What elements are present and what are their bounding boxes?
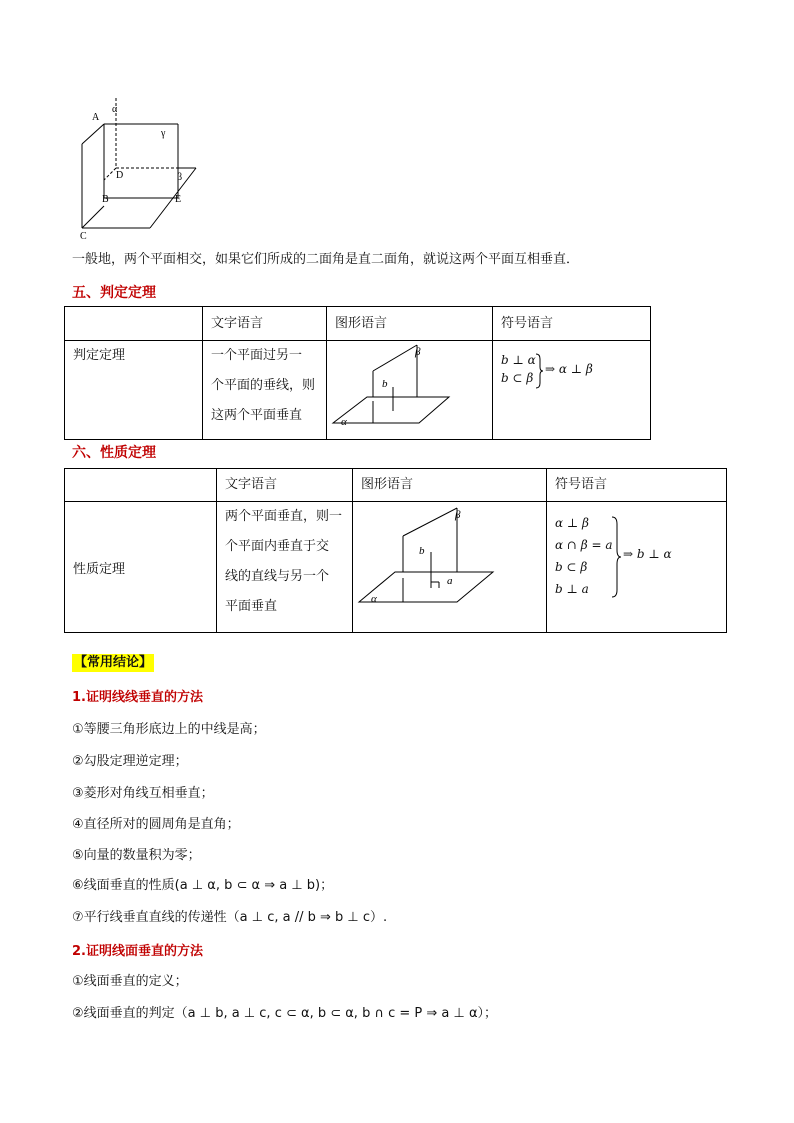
s6-figure	[353, 502, 545, 628]
label-B: B	[102, 194, 109, 205]
label-E: E	[175, 194, 182, 205]
conclusions-badge: 【常用结论】	[74, 655, 153, 670]
s6-sym-line2: α ∩ β = a	[555, 538, 613, 552]
s6-sym-line4: b ⊥ a	[555, 582, 589, 596]
label-C: C	[80, 231, 87, 242]
conclusion-item: ⑦平行线垂直直线的传递性（a ⊥ c, a // b ⇒ b ⊥ c）.	[72, 910, 388, 925]
s6-text-cell	[217, 502, 353, 633]
section6-table	[64, 468, 727, 633]
s5-label-beta: β	[415, 346, 421, 358]
section5-table	[64, 306, 651, 440]
s6-header-0	[65, 469, 217, 502]
s5-figure	[327, 341, 491, 435]
s5-label-b: b	[382, 378, 388, 390]
s5-row-label: 判定定理	[65, 341, 203, 440]
label-D: D	[116, 170, 124, 181]
label-beta: β	[177, 172, 183, 183]
conclusion-item: ①线面垂直的定义；	[72, 974, 188, 989]
s6-header-1: 文字语言	[217, 469, 353, 502]
s6-label-a: a	[447, 575, 453, 587]
s6-text-line: 两个平面垂直，则一	[225, 509, 343, 524]
s6-label-alpha: α	[371, 593, 377, 605]
conclusion-item: ②勾股定理逆定理；	[72, 754, 188, 769]
conclusion-item: ①等腰三角形底边上的中线是高；	[72, 722, 266, 737]
s6-text-line: 线的直线与另一个	[225, 569, 330, 584]
s5-sym-line2: b ⊂ β	[501, 371, 534, 385]
label-gamma: γ	[161, 128, 166, 139]
s6-header-2: 图形语言	[353, 469, 547, 502]
s6-label-beta: β	[455, 509, 461, 521]
s6-figure-cell	[353, 502, 547, 633]
s5-text-line: 个平面的垂线，则	[211, 378, 316, 393]
s6-sym-line3: b ⊂ β	[555, 560, 588, 574]
s5-symbol-cell	[493, 341, 651, 440]
s5-header-2: 图形语言	[327, 307, 493, 341]
s6-label-b: b	[419, 545, 425, 557]
s5-header-1: 文字语言	[203, 307, 327, 341]
s6-sym-result: ⇒ b ⊥ α	[623, 547, 672, 561]
s5-text-cell	[203, 341, 327, 440]
s6-sym-line1: α ⊥ β	[555, 516, 589, 530]
label-alpha: α	[112, 104, 118, 115]
s5-brace-icon	[535, 353, 543, 389]
s5-label-alpha: α	[341, 416, 347, 428]
s6-row-label: 性质定理	[65, 502, 217, 633]
intro-sentence: 一般地，两个平面相交，如果它们所成的二面角是直二面角，就说这两个平面互相垂直．	[72, 252, 580, 267]
conclusion-item: ⑤向量的数量积为零；	[72, 848, 201, 863]
s6-text-line: 平面垂直	[225, 599, 278, 614]
conclusion-item: ⑥线面垂直的性质(a ⊥ α, b ⊂ α ⇒ a ⊥ b)；	[72, 878, 334, 893]
s5-text-line: 这两个平面垂直	[211, 408, 303, 423]
s5-figure-cell	[327, 341, 493, 440]
s6-header-3: 符号语言	[547, 469, 727, 502]
s5-sym-line1: b ⊥ α	[501, 353, 536, 367]
section5-title: 五、判定定理	[72, 285, 156, 301]
s6-text-line: 个平面内垂直于交	[225, 539, 330, 554]
s6-brace-icon	[611, 516, 621, 598]
conclusion-item: ④直径所对的圆周角是直角；	[72, 817, 240, 832]
conclusion-item: ②线面垂直的判定（a ⊥ b, a ⊥ c, c ⊂ α, b ⊂ α, b ∩ c = P ⇒ a ⊥ α）；	[72, 1006, 498, 1021]
conclusions-heading-1: 1.证明线线垂直的方法	[72, 690, 203, 705]
section6-title: 六、性质定理	[72, 445, 156, 461]
conclusion-item: ③菱形对角线互相垂直；	[72, 786, 214, 801]
s5-header-3: 符号语言	[493, 307, 651, 341]
conclusions-heading-2: 2.证明线面垂直的方法	[72, 944, 203, 959]
label-A: A	[92, 112, 100, 123]
perpendicular-planes-figure	[70, 98, 230, 243]
s5-text-line: 一个平面过另一	[211, 348, 303, 363]
s6-symbol-cell	[547, 502, 727, 633]
s5-sym-result: ⇒ α ⊥ β	[545, 362, 593, 376]
s5-header-0	[65, 307, 203, 341]
